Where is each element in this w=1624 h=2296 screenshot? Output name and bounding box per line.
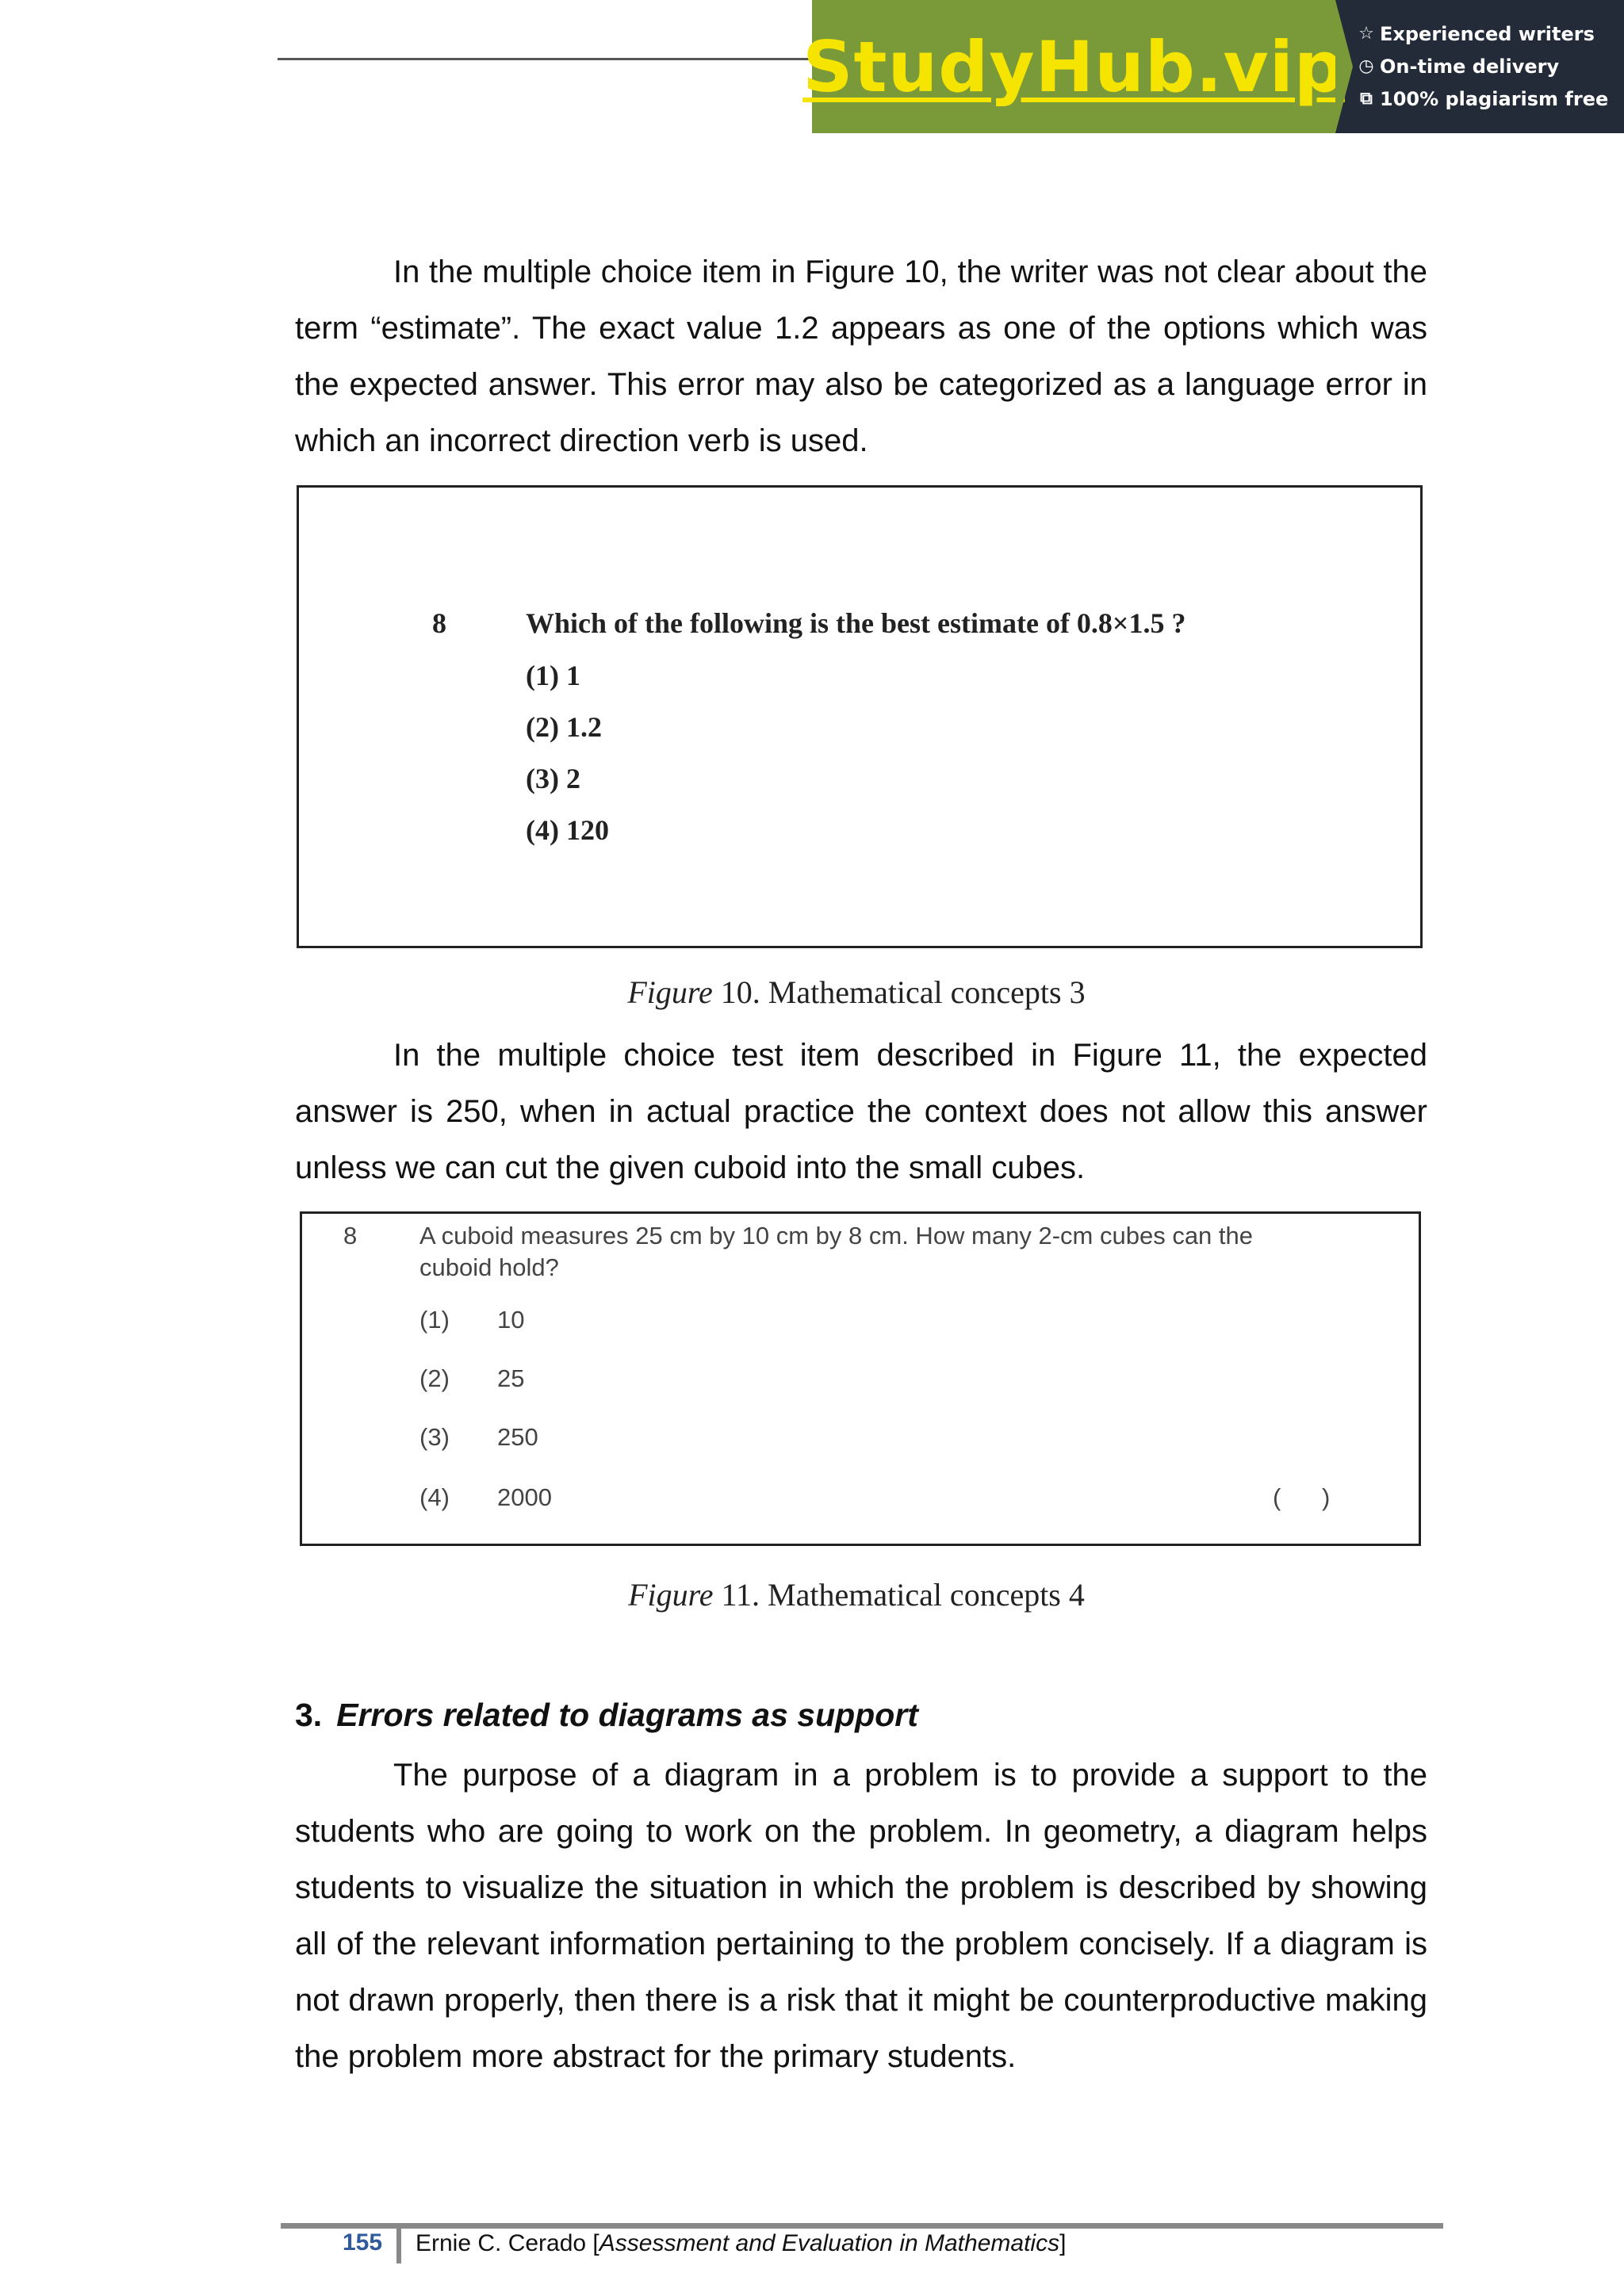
option-1-number: (1): [419, 1306, 450, 1334]
studyhub-banner[interactable]: [802, 0, 1624, 133]
option-2: (2) 1.2: [526, 711, 602, 743]
section-title: Errors related to diagrams as support: [336, 1697, 918, 1733]
paragraph-text: The purpose of a diagram in a problem is to provide a support to the students who are going to work on the problem. In geometry, a diagram helps students to visualize the situation in which the problem is described by showing all of the relevant information pertaining to the problem concisely. If a diagram is not drawn properly, then there is a risk that it might be counterproductive making the problem more abstract for the primary students.: [295, 1758, 1427, 2074]
feature-plagiarism-free: [1356, 82, 1622, 115]
header-rule: [278, 58, 817, 60]
option-1: (1) 1: [526, 660, 580, 691]
studyhub-logo: StudyHub.vip: [802, 25, 1345, 108]
footer-rule: [281, 2223, 1443, 2229]
feature-label: Experienced writers: [1380, 22, 1595, 45]
question-text-line-2: cuboid hold?: [419, 1253, 559, 1281]
footer-book-title: Assessment and Evaluation in Mathematics: [599, 2230, 1060, 2256]
option-1-value: 10: [497, 1306, 525, 1334]
feature-label: On-time delivery: [1380, 55, 1560, 78]
star-icon: ☆: [1358, 24, 1374, 44]
question-number: 8: [432, 607, 446, 639]
answer-bracket: ( ): [1273, 1483, 1331, 1511]
paragraph-figure10-intro: [295, 244, 1427, 469]
footer-citation: [416, 2230, 1066, 2257]
banner-feature-list: [1356, 17, 1622, 115]
option-4: (4) 120: [526, 814, 609, 846]
footer-separator: [396, 2229, 401, 2263]
feature-experienced-writers: [1356, 17, 1622, 50]
caption-label: Figure: [627, 974, 713, 1010]
paragraph-figure11-intro: [295, 1027, 1427, 1196]
paragraph-text: In the multiple choice test item described in Figure 11, the expected answer is 250, when in actual practice the context does not allow this answer unless we can cut the given cuboid into the small cubes.: [295, 1038, 1427, 1185]
feature-on-time-delivery: [1356, 50, 1622, 82]
option-4-number: (4): [419, 1483, 450, 1511]
banner-arrow: [1335, 0, 1353, 133]
option-3-value: 250: [497, 1423, 538, 1451]
figure-11-box: [300, 1211, 1421, 1546]
footer-close-bracket: ]: [1059, 2230, 1067, 2256]
option-3-number: (3): [419, 1423, 450, 1451]
paragraph-diagrams: [295, 1747, 1427, 2085]
document-copy-icon: ⧉: [1360, 89, 1373, 109]
question-text: Which of the following is the best estimate of 0.8×1.5 ?: [526, 607, 1186, 639]
option-3: (3) 2: [526, 763, 580, 794]
caption-text: 11. Mathematical concepts 4: [721, 1577, 1085, 1613]
figure-10-caption: [476, 974, 1237, 1011]
question-text-line-1: A cuboid measures 25 cm by 10 cm by 8 cm. How many 2-cm cubes can the: [419, 1222, 1254, 1249]
option-2-number: (2): [419, 1364, 450, 1392]
paragraph-text: In the multiple choice item in Figure 10, the writer was not clear about the term “estimate”. The exact value 1.2 appears as one of the options which was the expected answer. This error may also be categorized as a language error in which an incorrect direction verb is used.: [295, 254, 1427, 458]
banner-logo-panel: [802, 0, 1345, 133]
section-heading: [295, 1697, 918, 1734]
figure-10-box: [297, 485, 1423, 948]
feature-label: 100% plagiarism free: [1380, 87, 1609, 110]
section-number: 3.: [295, 1697, 323, 1733]
clock-icon: ◷: [1358, 56, 1374, 76]
option-2-value: 25: [497, 1364, 525, 1392]
caption-label: Figure: [628, 1577, 714, 1613]
option-4-value: 2000: [497, 1483, 552, 1511]
footer-author: Ernie C. Cerado [: [416, 2230, 599, 2256]
page-number: 155: [343, 2229, 383, 2256]
caption-text: 10. Mathematical concepts 3: [720, 974, 1086, 1010]
question-number: 8: [343, 1222, 358, 1249]
figure-11-caption: [476, 1576, 1237, 1613]
